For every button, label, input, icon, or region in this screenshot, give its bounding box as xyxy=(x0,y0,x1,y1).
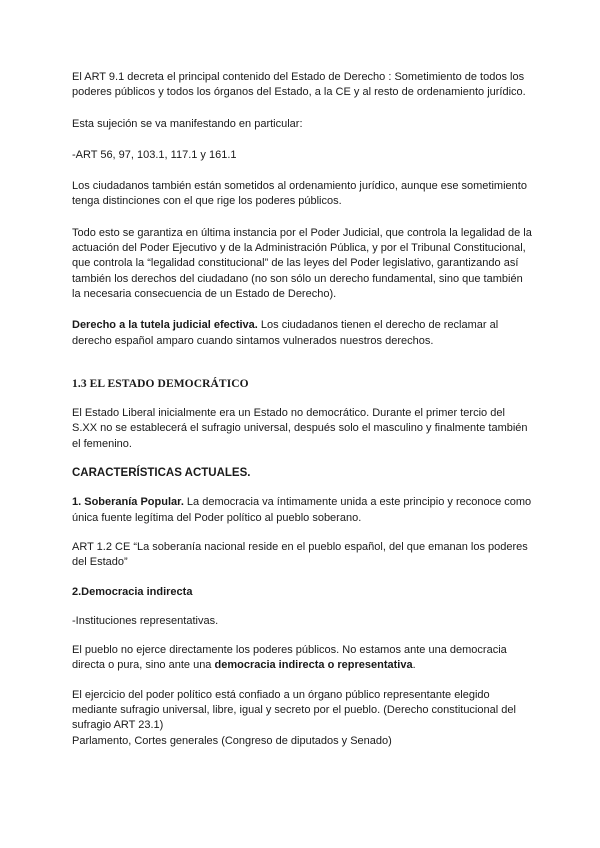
paragraph-parlamento: Parlamento, Cortes generales (Congreso de diputados y Senado) xyxy=(72,734,392,747)
section-heading-estado-democratico: 1.3 EL ESTADO DEMOCRÁTICO xyxy=(72,377,249,390)
paragraph-art-1-2: ART 1.2 CE “La soberanía nacional reside en el pueblo español, del que emanan los poderes del Estado” xyxy=(72,540,528,569)
soberania-popular-bold: 1. Soberanía Popular. xyxy=(72,496,184,509)
subheading-caracteristicas: CARACTERÍSTICAS ACTUALES. xyxy=(72,467,251,480)
paragraph-garantias: Todo esto se garantiza en última instancia por el Poder Judicial, que controla la legalidad de la actuación del Poder Ejecutivo y de la Administración Pública, y por el Tribunal Constitucional, que controla la “legalidad constitucional” de las leyes del Poder legislativo, garantizando así también los derechos del ciudadano (no son sólo un derecho fundamental, sino que también la necesaria consecuencia de un Estado de Derecho). xyxy=(72,226,532,300)
paragraph-art-9-1: El ART 9.1 decreta el principal contenido del Estado de Derecho : Sometimiento de todos los poderes públicos y todos los órganos del Estado, a la CE y al resto de ordenamiento jurídico. xyxy=(72,71,526,99)
paragraph-tutela-judicial xyxy=(72,318,532,349)
democracia-indirecta-bold: 2.Democracia indirecta xyxy=(72,585,193,598)
pueblo-text-start: El pueblo no ejerce directamente los poderes públicos. No estamos ante una democracia directa o pura, sino ante una xyxy=(72,644,507,672)
paragraph-pueblo-no-ejerce xyxy=(72,643,532,674)
democracia-representativa-bold: democracia indirecta o representativa xyxy=(214,659,413,672)
paragraph-art-list: -ART 56, 97, 103.1, 117.1 y 161.1 xyxy=(72,148,237,161)
paragraph-soberania-popular xyxy=(72,495,532,526)
paragraph-estado-liberal: El Estado Liberal inicialmente era un Estado no democrático. Durante el primer tercio del S.XX no se establecerá el sufragio universal, después solo el masculino y finalmente también el femenino. xyxy=(72,407,528,450)
soberania-popular-text: La democracia va íntimamente unida a este principio y reconoce como única fuente legítima del Poder político al pueblo soberano. xyxy=(72,496,532,524)
paragraph-instituciones: -Instituciones representativas. xyxy=(72,614,219,627)
document-page xyxy=(72,70,532,749)
tutela-judicial-text: Los ciudadanos tienen el derecho de reclamar al derecho español amparo cuando sintamos vulnerados nuestros derechos. xyxy=(72,319,499,347)
paragraph-ejercicio-poder: El ejercicio del poder político está confiado a un órgano público representante elegido mediante sufragio universal, libre, igual y secreto por el pueblo. (Derecho constitucional del sufragio ART 23.1) xyxy=(72,688,516,732)
tutela-judicial-bold: Derecho a la tutela judicial efectiva. xyxy=(72,319,258,332)
paragraph-ciudadanos: Los ciudadanos también están sometidos al ordenamiento jurídico, aunque ese sometimiento tenga distinciones con el que rige los poderes públicos. xyxy=(72,180,527,208)
paragraph-sujecion: Esta sujeción se va manifestando en particular: xyxy=(72,117,303,130)
pueblo-text-end: . xyxy=(412,659,416,672)
heading-democracia-indirecta xyxy=(72,585,532,600)
